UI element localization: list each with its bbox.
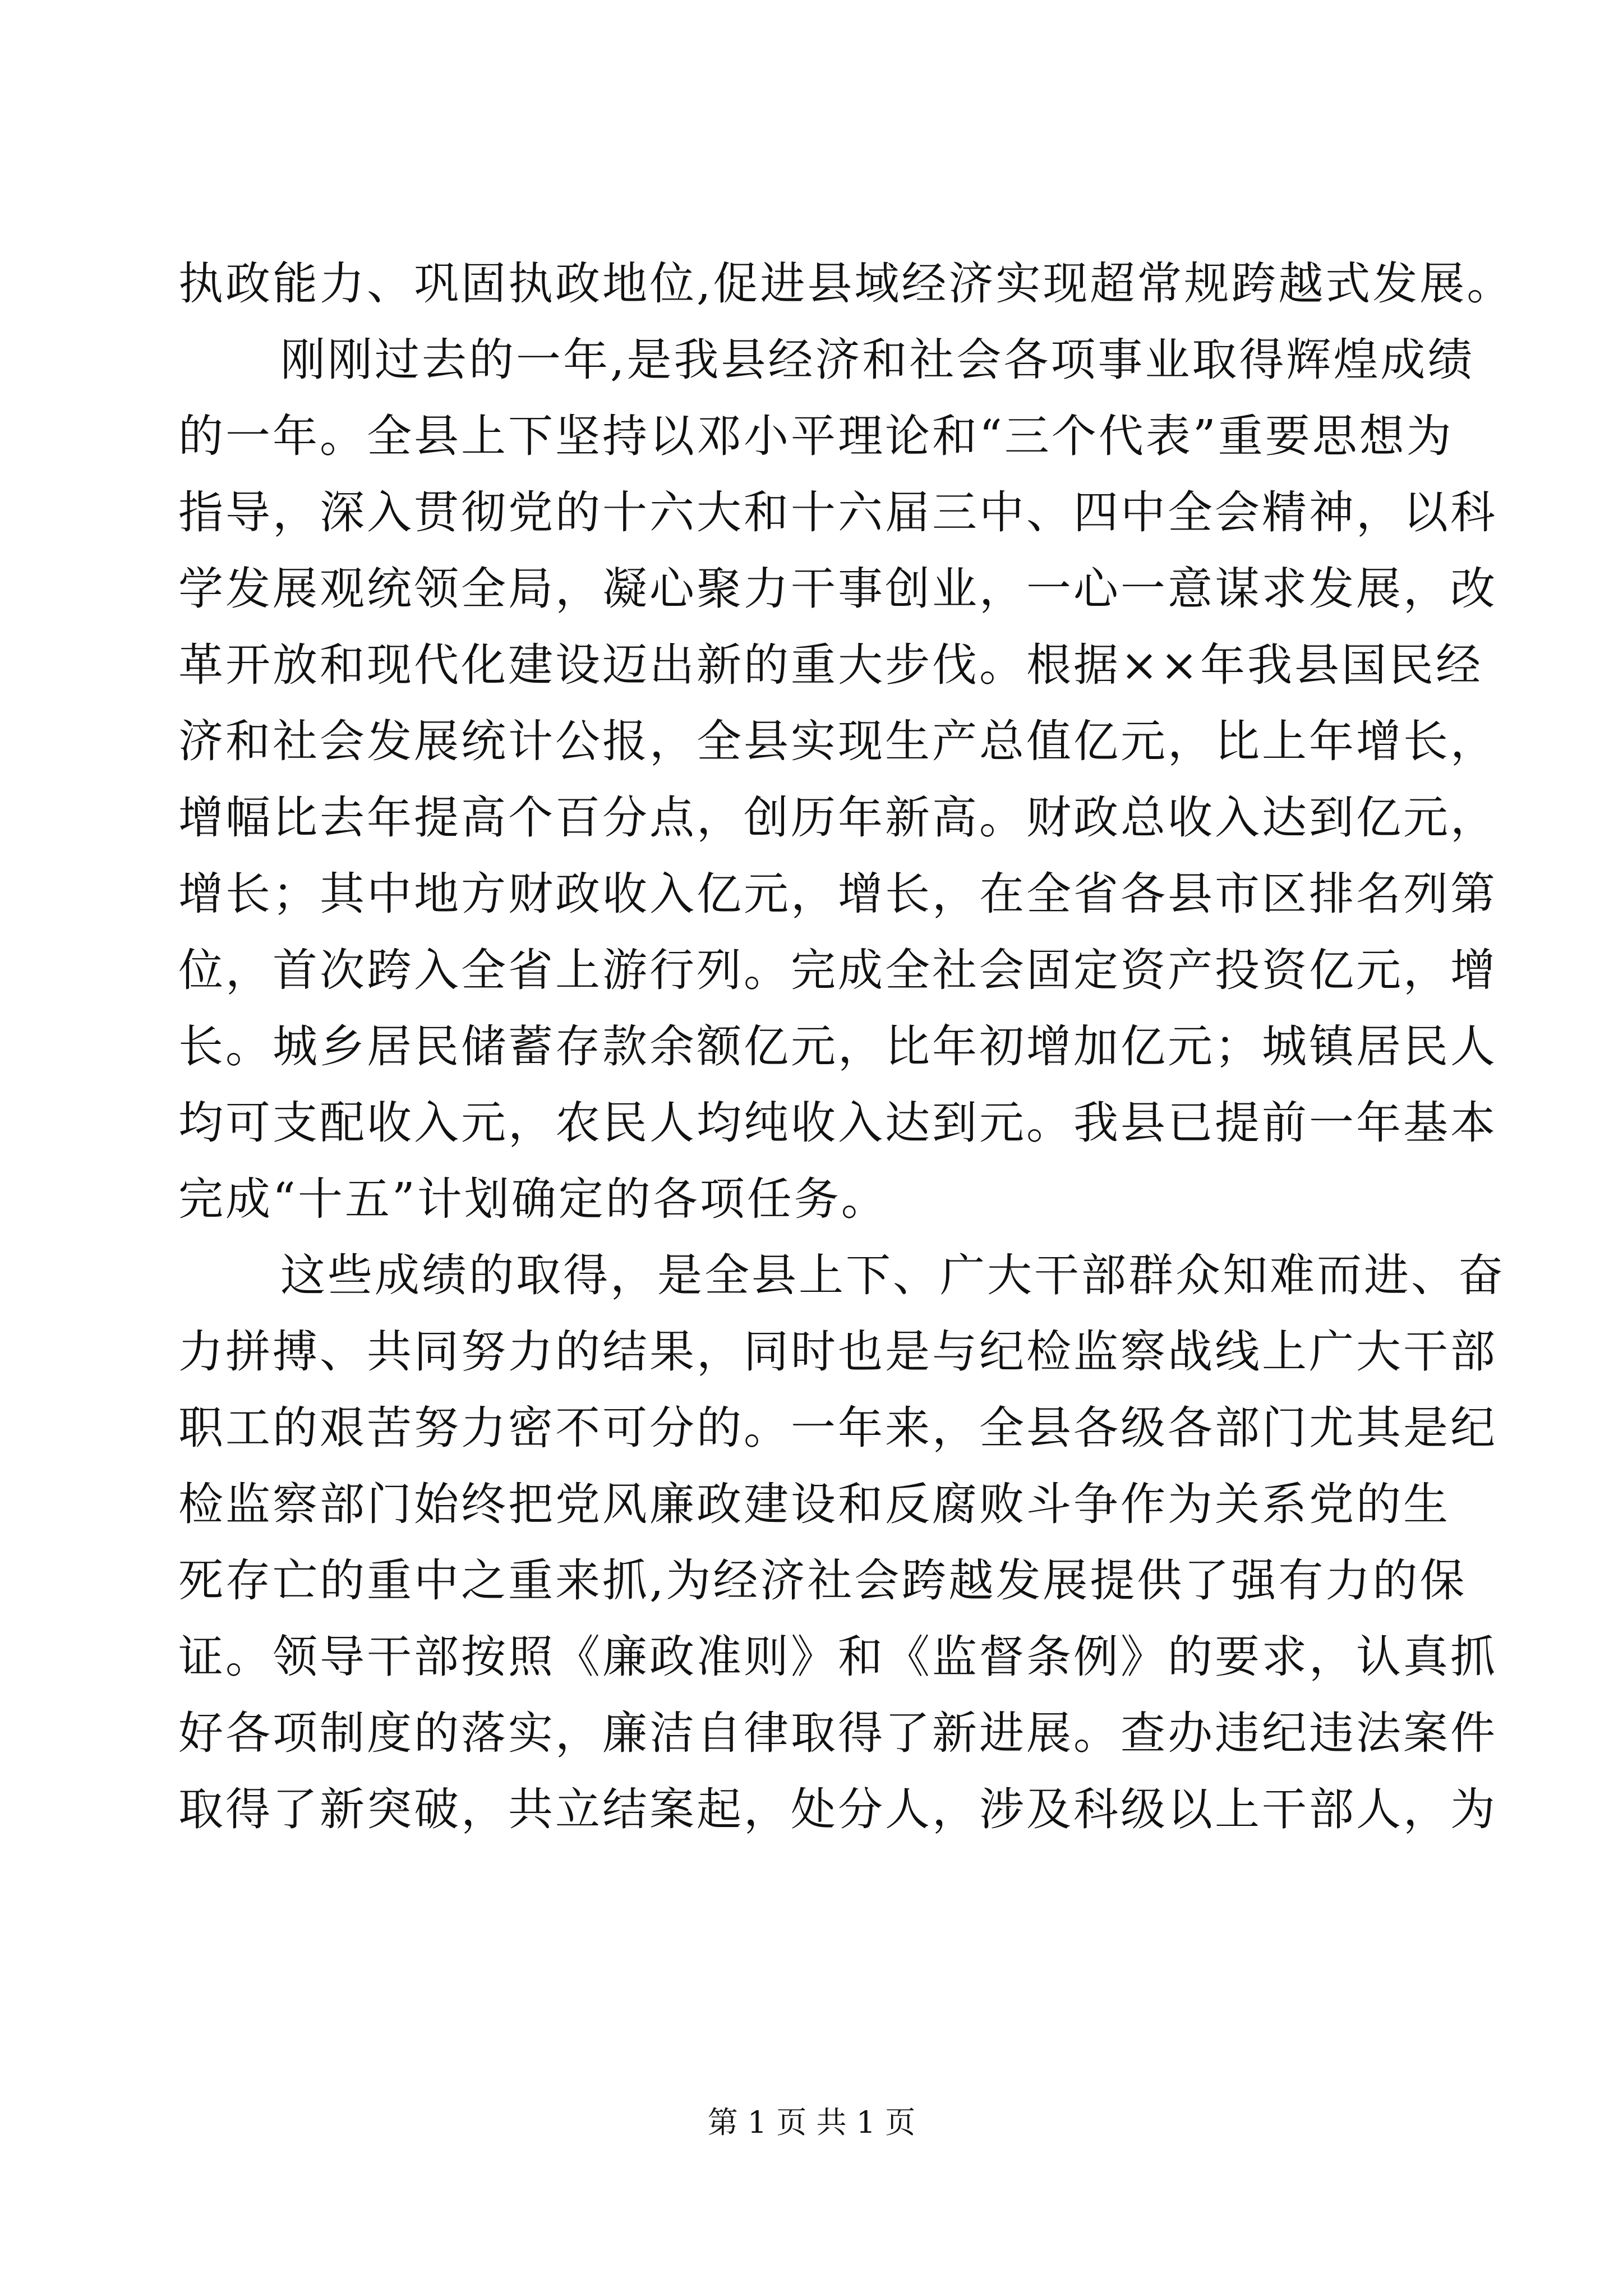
text-line-19: 证。领导干部按照《廉政准则》和《监督条例》的要求，认真抓 xyxy=(178,1631,1497,1683)
text-line-15: 力拼搏、共同努力的结果，同时也是与纪检监察战线上广大干部 xyxy=(178,1326,1497,1378)
text-line-16: 职工的艰苦努力密不可分的。一年来，全县各级各部门尤其是纪 xyxy=(178,1402,1497,1454)
text-line-9: 增长；其中地方财政收入亿元，增长，在全省各县市区排名列第 xyxy=(178,868,1497,920)
text-line-1: 执政能力、巩固执政地位,促进县域经济实现超常规跨越式发展。 xyxy=(178,257,1514,310)
text-line-14: 这些成绩的取得，是全县上下、广大干部群众知难而进、奋 xyxy=(280,1249,1505,1301)
page-number-footer: 第 1 页 共 1 页 xyxy=(707,2105,916,2140)
text-line-4: 指导，深入贯彻党的十六大和十六届三中、四中全会精神，以科 xyxy=(178,486,1497,539)
text-line-21: 取得了新突破，共立结案起，处分人，涉及科级以上干部人，为 xyxy=(178,1783,1497,1835)
text-line-17: 检监察部门始终把党风廉政建设和反腐败斗争作为关系党的生 xyxy=(178,1478,1450,1530)
text-line-18: 死存亡的重中之重来抓,为经济社会跨越发展提供了强有力的保 xyxy=(178,1554,1467,1607)
text-line-3: 的一年。全县上下坚持以邓小平理论和“三个代表”重要思想为 xyxy=(178,410,1454,462)
text-line-11: 长。城乡居民储蓄存款余额亿元，比年初增加亿元；城镇居民人 xyxy=(178,1020,1497,1073)
text-line-20: 好各项制度的落实，廉洁自律取得了新进展。查办违纪违法案件 xyxy=(178,1707,1497,1759)
text-line-6: 革开放和现代化建设迈出新的重大步伐。根据××年我县国民经 xyxy=(178,639,1483,691)
text-line-12: 均可支配收入元，农民人均纯收入达到元。我县已提前一年基本 xyxy=(178,1097,1497,1149)
text-line-5: 学发展观统领全局，凝心聚力干事创业，一心一意谋求发展，改 xyxy=(178,563,1497,615)
text-line-13: 完成“十五”计划确定的各项任务。 xyxy=(178,1173,888,1225)
text-line-8: 增幅比去年提高个百分点，创历年新高。财政总收入达到亿元， xyxy=(178,792,1497,844)
text-line-7: 济和社会发展统计公报，全县实现生产总值亿元，比上年增长， xyxy=(178,715,1497,767)
text-line-10: 位，首次跨入全省上游行列。完成全社会固定资产投资亿元，增 xyxy=(178,944,1497,996)
document-body xyxy=(178,246,1514,1848)
text-line-2: 刚刚过去的一年,是我县经济和社会各项事业取得辉煌成绩 xyxy=(280,334,1475,386)
